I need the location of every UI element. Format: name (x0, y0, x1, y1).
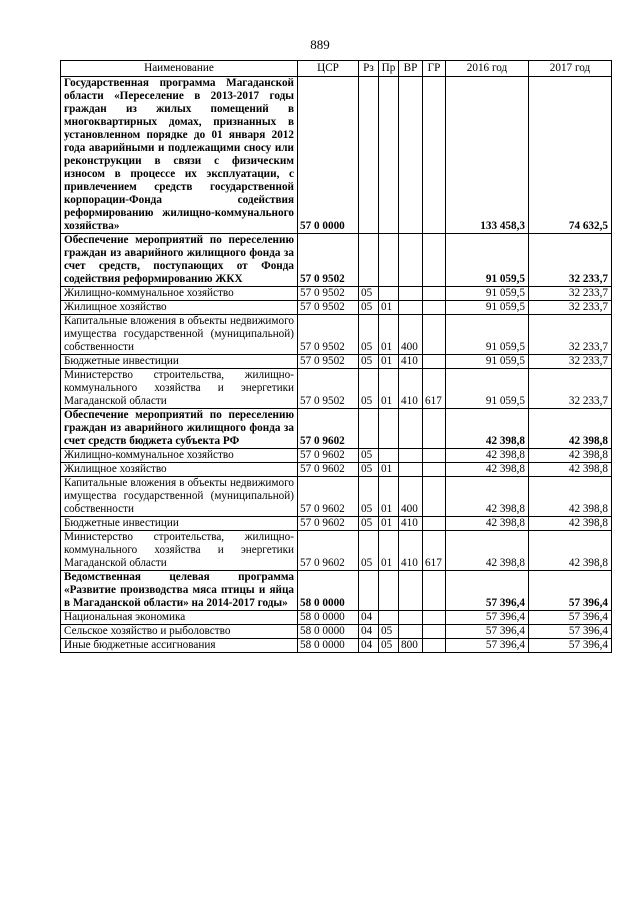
cell-pr (379, 234, 399, 287)
cell-2017: 57 396,4 (529, 639, 612, 653)
cell-name: Капитальные вложения в объекты недвижимого имущества государственной (муниципальной) собственности (61, 477, 298, 517)
cell-gr (423, 517, 446, 531)
cell-name: Бюджетные инвестиции (61, 355, 298, 369)
cell-gr (423, 287, 446, 301)
cell-csr: 57 0 9502 (298, 369, 359, 409)
table-row (61, 409, 612, 449)
cell-pr: 01 (379, 301, 399, 315)
cell-name: Министерство строительства, жилищно-коммунального хозяйства и энергетики Магаданской области (61, 531, 298, 571)
cell-vr (399, 571, 423, 611)
cell-vr: 410 (399, 531, 423, 571)
cell-2016: 91 059,5 (446, 369, 529, 409)
cell-name: Сельское хозяйство и рыболовство (61, 625, 298, 639)
cell-2017: 57 396,4 (529, 625, 612, 639)
cell-rz (359, 571, 379, 611)
cell-rz: 05 (359, 517, 379, 531)
cell-gr (423, 611, 446, 625)
cell-vr: 400 (399, 477, 423, 517)
cell-name: Национальная экономика (61, 611, 298, 625)
cell-2016: 42 398,8 (446, 409, 529, 449)
cell-name: Жилищно-коммунальное хозяйство (61, 449, 298, 463)
cell-vr (399, 625, 423, 639)
cell-2017: 57 396,4 (529, 611, 612, 625)
cell-pr (379, 571, 399, 611)
cell-rz: 05 (359, 287, 379, 301)
cell-2016: 91 059,5 (446, 301, 529, 315)
header-rz: Рз (359, 61, 379, 77)
cell-csr: 57 0 9502 (298, 301, 359, 315)
cell-2016: 57 396,4 (446, 571, 529, 611)
cell-2016: 57 396,4 (446, 611, 529, 625)
cell-pr (379, 409, 399, 449)
cell-rz: 05 (359, 355, 379, 369)
cell-csr: 57 0 9602 (298, 409, 359, 449)
cell-rz: 04 (359, 625, 379, 639)
cell-gr (423, 639, 446, 653)
cell-pr: 01 (379, 531, 399, 571)
cell-2016: 57 396,4 (446, 625, 529, 639)
cell-csr: 57 0 9502 (298, 287, 359, 301)
header-2016: 2016 год (446, 61, 529, 77)
cell-pr: 05 (379, 639, 399, 653)
cell-2017: 32 233,7 (529, 234, 612, 287)
cell-name: Жилищное хозяйство (61, 463, 298, 477)
cell-name: Жилищное хозяйство (61, 301, 298, 315)
cell-rz: 04 (359, 639, 379, 653)
cell-2017: 57 396,4 (529, 571, 612, 611)
budget-table (60, 60, 612, 653)
cell-csr: 58 0 0000 (298, 611, 359, 625)
cell-rz: 05 (359, 369, 379, 409)
cell-name: Капитальные вложения в объекты недвижимого имущества государственной (муниципальной) собственности (61, 315, 298, 355)
cell-vr (399, 77, 423, 234)
table-header-row (61, 61, 612, 77)
cell-csr: 57 0 9602 (298, 449, 359, 463)
cell-gr (423, 77, 446, 234)
cell-gr (423, 301, 446, 315)
cell-vr (399, 409, 423, 449)
cell-rz: 05 (359, 301, 379, 315)
cell-name: Жилищно-коммунальное хозяйство (61, 287, 298, 301)
cell-rz: 05 (359, 449, 379, 463)
table-row (61, 639, 612, 653)
cell-gr (423, 449, 446, 463)
header-pr: Пр (379, 61, 399, 77)
cell-2017: 32 233,7 (529, 301, 612, 315)
cell-pr: 01 (379, 355, 399, 369)
cell-gr (423, 355, 446, 369)
cell-gr: 617 (423, 369, 446, 409)
cell-csr: 57 0 9602 (298, 517, 359, 531)
cell-2017: 42 398,8 (529, 477, 612, 517)
cell-vr (399, 611, 423, 625)
cell-vr: 410 (399, 517, 423, 531)
cell-rz: 05 (359, 531, 379, 571)
cell-gr (423, 234, 446, 287)
header-vr: ВР (399, 61, 423, 77)
table-row (61, 301, 612, 315)
cell-gr (423, 315, 446, 355)
cell-2016: 42 398,8 (446, 517, 529, 531)
cell-2016: 91 059,5 (446, 287, 529, 301)
cell-2016: 42 398,8 (446, 449, 529, 463)
table-row (61, 355, 612, 369)
cell-pr (379, 287, 399, 301)
cell-rz: 05 (359, 463, 379, 477)
cell-pr: 01 (379, 315, 399, 355)
cell-pr: 05 (379, 625, 399, 639)
cell-vr (399, 287, 423, 301)
cell-pr: 01 (379, 477, 399, 517)
cell-2016: 91 059,5 (446, 234, 529, 287)
cell-2017: 74 632,5 (529, 77, 612, 234)
cell-2016: 91 059,5 (446, 355, 529, 369)
page-number: 889 (310, 37, 330, 52)
cell-gr: 617 (423, 531, 446, 571)
table-row (61, 477, 612, 517)
cell-2016: 57 396,4 (446, 639, 529, 653)
cell-pr: 01 (379, 369, 399, 409)
cell-vr: 400 (399, 315, 423, 355)
cell-pr (379, 77, 399, 234)
cell-pr (379, 611, 399, 625)
cell-csr: 58 0 0000 (298, 639, 359, 653)
cell-2017: 42 398,8 (529, 531, 612, 571)
cell-2016: 42 398,8 (446, 531, 529, 571)
cell-2016: 133 458,3 (446, 77, 529, 234)
header-name: Наименование (61, 61, 298, 77)
cell-name: Государственная программа Магаданской области «Переселение в 2013-2017 годы граждан из жилых помещений в многоквартирных домах, признанных в установленном порядке до 01 января 2012 года аварийными и подлежащими сносу или реконструкции в связи с физическим износом в процессе их эксплуатации, с привлечением средств государственной корпорации-Фонда содействия реформированию жилищно-коммунального хозяйства» (61, 77, 298, 234)
table-row (61, 369, 612, 409)
header-gr: ГР (423, 61, 446, 77)
table-row (61, 625, 612, 639)
cell-csr: 58 0 0000 (298, 571, 359, 611)
cell-vr (399, 234, 423, 287)
cell-name: Ведомственная целевая программа «Развитие производства мяса птицы и яйца в Магаданской области» на 2014-2017 годы» (61, 571, 298, 611)
header-csr: ЦСР (298, 61, 359, 77)
cell-csr: 58 0 0000 (298, 625, 359, 639)
cell-vr (399, 463, 423, 477)
cell-csr: 57 0 9502 (298, 355, 359, 369)
cell-2017: 42 398,8 (529, 463, 612, 477)
cell-csr: 57 0 9502 (298, 315, 359, 355)
cell-2017: 42 398,8 (529, 409, 612, 449)
cell-vr (399, 301, 423, 315)
table-row (61, 531, 612, 571)
cell-2017: 42 398,8 (529, 449, 612, 463)
cell-2017: 32 233,7 (529, 369, 612, 409)
cell-name: Бюджетные инвестиции (61, 517, 298, 531)
cell-pr: 01 (379, 517, 399, 531)
table-row (61, 611, 612, 625)
cell-csr: 57 0 9602 (298, 463, 359, 477)
cell-csr: 57 0 0000 (298, 77, 359, 234)
cell-vr: 410 (399, 355, 423, 369)
table-row (61, 449, 612, 463)
table-row (61, 571, 612, 611)
table-row (61, 234, 612, 287)
cell-name: Обеспечение мероприятий по переселению граждан из аварийного жилищного фонда за счет средств, поступающих от Фонда содействия реформированию ЖКХ (61, 234, 298, 287)
cell-gr (423, 571, 446, 611)
table-row (61, 315, 612, 355)
cell-2016: 42 398,8 (446, 463, 529, 477)
cell-name: Иные бюджетные ассигнования (61, 639, 298, 653)
table-row (61, 287, 612, 301)
table-row (61, 517, 612, 531)
cell-rz: 04 (359, 611, 379, 625)
cell-gr (423, 409, 446, 449)
cell-vr: 410 (399, 369, 423, 409)
cell-gr (423, 477, 446, 517)
cell-2017: 32 233,7 (529, 355, 612, 369)
cell-2017: 42 398,8 (529, 517, 612, 531)
cell-csr: 57 0 9602 (298, 531, 359, 571)
cell-2016: 42 398,8 (446, 477, 529, 517)
cell-2016: 91 059,5 (446, 315, 529, 355)
cell-name: Министерство строительства, жилищно-коммунального хозяйства и энергетики Магаданской области (61, 369, 298, 409)
cell-rz (359, 234, 379, 287)
table-body (61, 77, 612, 653)
cell-rz: 05 (359, 315, 379, 355)
cell-rz (359, 409, 379, 449)
table-row (61, 463, 612, 477)
cell-gr (423, 625, 446, 639)
cell-rz: 05 (359, 477, 379, 517)
cell-pr: 01 (379, 463, 399, 477)
cell-name: Обеспечение мероприятий по переселению граждан из аварийного жилищного фонда за счет средств бюджета субъекта РФ (61, 409, 298, 449)
cell-vr (399, 449, 423, 463)
cell-pr (379, 449, 399, 463)
table-row (61, 77, 612, 234)
cell-csr: 57 0 9602 (298, 477, 359, 517)
cell-gr (423, 463, 446, 477)
cell-2017: 32 233,7 (529, 287, 612, 301)
cell-vr: 800 (399, 639, 423, 653)
cell-rz (359, 77, 379, 234)
cell-csr: 57 0 9502 (298, 234, 359, 287)
cell-2017: 32 233,7 (529, 315, 612, 355)
header-2017: 2017 год (529, 61, 612, 77)
